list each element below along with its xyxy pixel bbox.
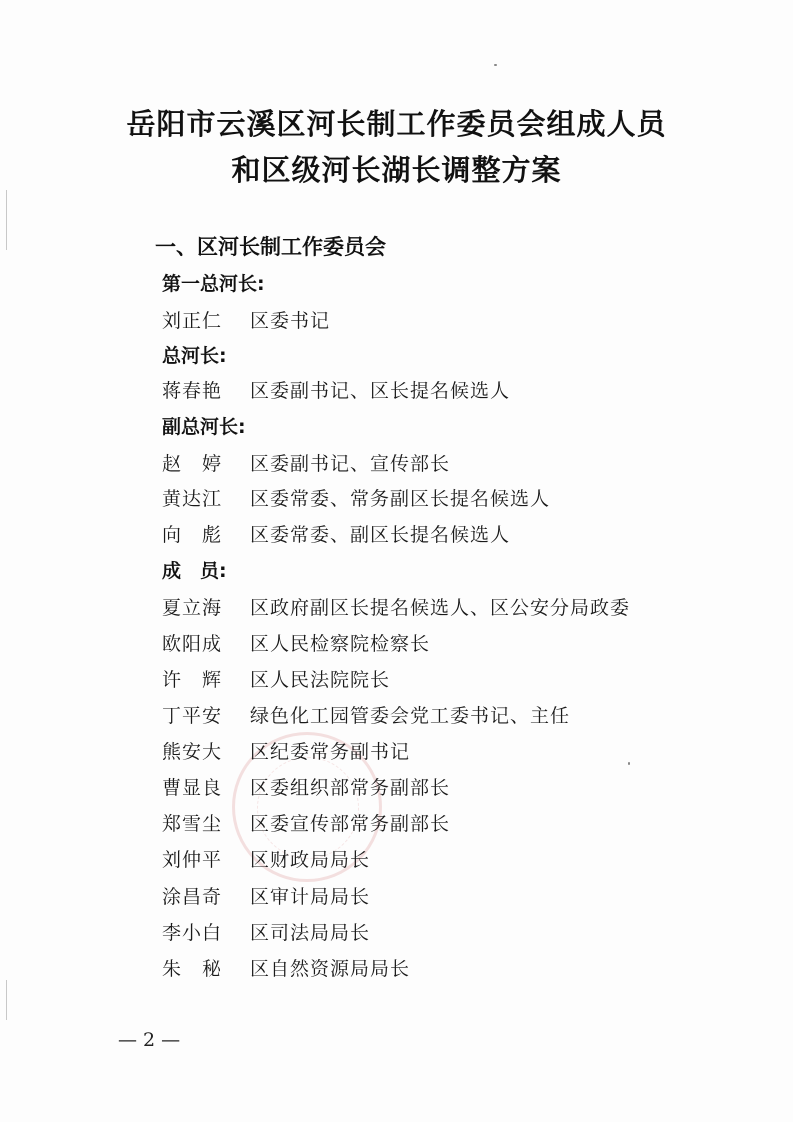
person-position: 区审计局局长 [250, 886, 371, 908]
person-row-member [162, 702, 570, 730]
person-position: 区委组织部常务副部长 [250, 777, 451, 799]
scan-edge-mark [6, 190, 7, 250]
document-title-line-1: 岳阳市云溪区河长制工作委员会组成人员 [126, 107, 667, 141]
person-row-deputy [162, 485, 550, 513]
person-row-member [162, 630, 430, 658]
person-row-member [162, 810, 450, 838]
person-row-member [162, 846, 370, 874]
person-row-member [162, 883, 370, 911]
person-position: 区纪委常务副书记 [250, 741, 411, 763]
person-position: 区委副书记、宣传部长 [250, 453, 451, 475]
person-position: 区财政局局长 [250, 849, 371, 871]
person-name: 曹显良 [162, 777, 223, 799]
person-name: 赵 婷 [162, 453, 223, 475]
person-position: 绿色化工园管委会党工委书记、主任 [250, 705, 571, 727]
person-name: 夏立海 [162, 597, 223, 619]
person-name: 欧阳成 [162, 633, 223, 655]
person-row-member [162, 919, 370, 947]
person-row-member [162, 738, 410, 766]
person-position: 区政府副区长提名候选人、区公安分局政委 [250, 597, 631, 619]
person-name: 向 彪 [162, 524, 223, 546]
person-row-member [162, 594, 630, 622]
person-position: 区司法局局长 [250, 922, 371, 944]
person-row-member [162, 774, 450, 802]
scan-edge-mark [6, 980, 7, 1020]
person-row-first-chief [162, 307, 330, 335]
person-position: 区委常委、常务副区长提名候选人 [250, 488, 551, 510]
scan-speck [628, 762, 630, 765]
chief-label: 总河长: [162, 345, 227, 367]
person-name: 黄达江 [162, 488, 223, 510]
members-label: 成 员: [162, 560, 227, 582]
person-name: 刘正仁 [162, 310, 223, 332]
person-row-chief [162, 377, 510, 405]
person-name: 熊安大 [162, 741, 223, 763]
person-name: 许 辉 [162, 669, 223, 691]
person-row-deputy [162, 450, 450, 478]
person-position: 区委书记 [250, 310, 331, 332]
person-position: 区自然资源局局长 [250, 958, 411, 980]
first-chief-label: 第一总河长: [162, 273, 265, 295]
person-position: 区委副书记、区长提名候选人 [250, 380, 511, 402]
person-name: 刘仲平 [162, 849, 223, 871]
person-row-deputy [162, 521, 510, 549]
person-name: 郑雪尘 [162, 813, 223, 835]
person-row-member [162, 955, 410, 983]
person-position: 区人民检察院检察长 [250, 633, 431, 655]
person-row-member [162, 666, 390, 694]
person-name: 涂昌奇 [162, 886, 223, 908]
seal-inner-ring [257, 757, 359, 859]
person-name: 蒋春艳 [162, 380, 223, 402]
person-name: 丁平安 [162, 705, 223, 727]
scan-speck [494, 64, 497, 66]
person-name: 朱 秘 [162, 958, 223, 980]
person-position: 区委宣传部常务副部长 [250, 813, 451, 835]
deputy-chief-label: 副总河长: [162, 416, 246, 438]
page-number: — 2 — [118, 1029, 181, 1051]
person-position: 区人民法院院长 [250, 669, 391, 691]
document-title-line-2: 和区级河长湖长调整方案 [231, 153, 562, 187]
person-name: 李小白 [162, 922, 223, 944]
person-position: 区委常委、副区长提名候选人 [250, 524, 511, 546]
section-heading: 一、区河长制工作委员会 [155, 235, 386, 259]
